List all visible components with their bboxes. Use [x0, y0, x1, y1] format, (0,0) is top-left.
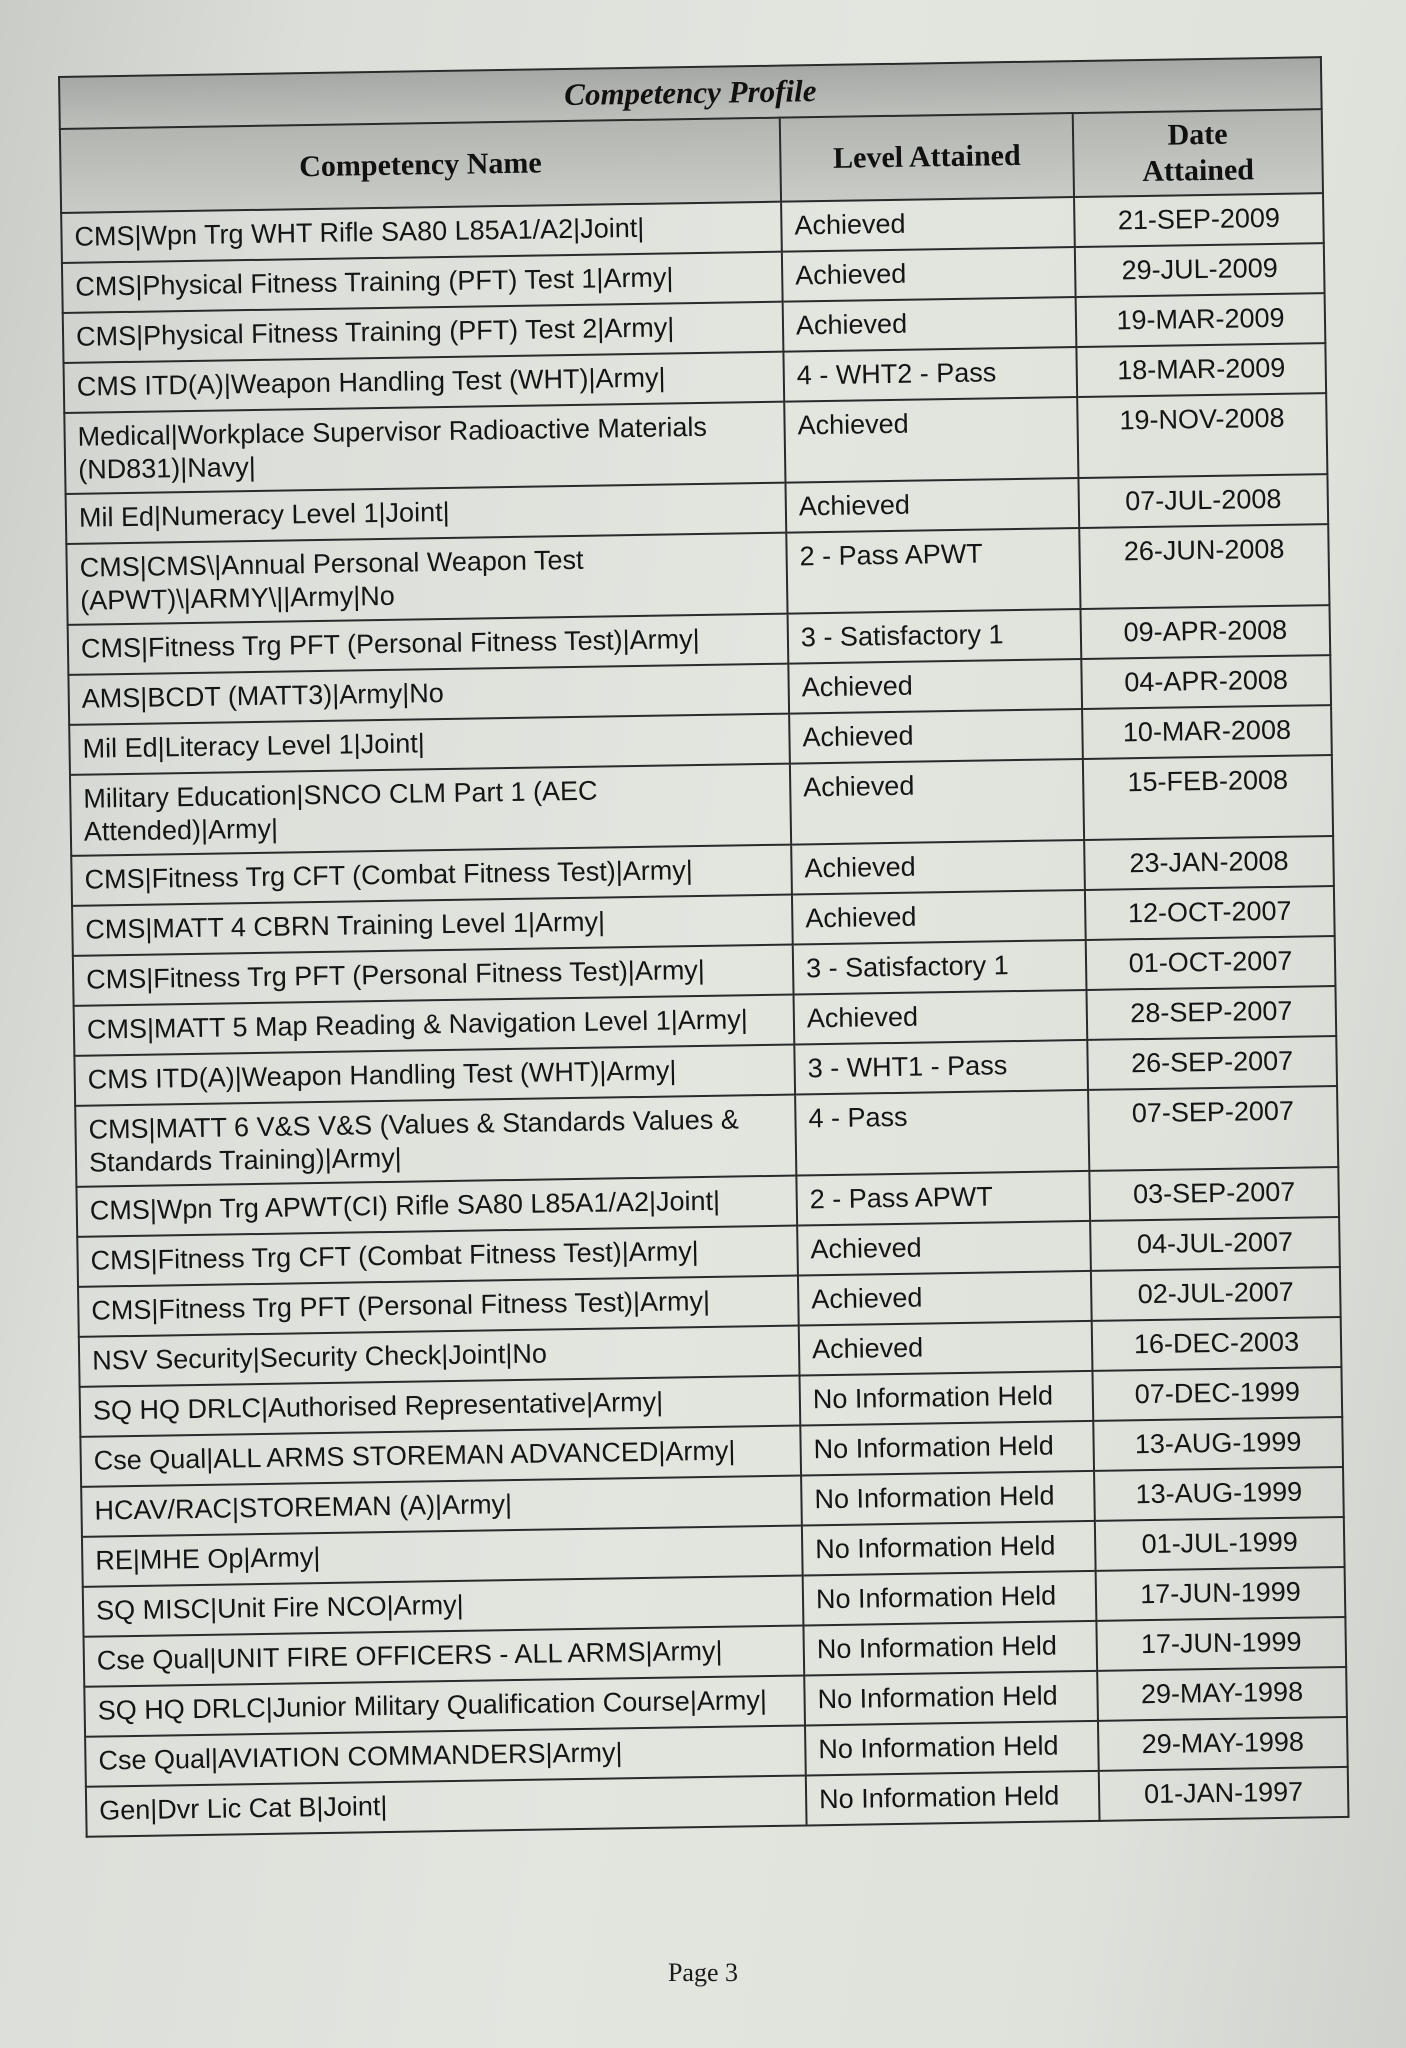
cell-competency-name: CMS|Fitness Trg PFT (Personal Fitness Test)|Army| — [68, 614, 789, 675]
cell-date-attained: 29-MAY-1998 — [1097, 1667, 1347, 1721]
cell-competency-name: CMS|Fitness Trg CFT (Combat Fitness Test)|Army| — [71, 845, 792, 906]
cell-competency-name: Medical|Workplace Supervisor Radioactive Materials (ND831)|Navy| — [64, 402, 785, 494]
cell-level-attained: 3 - WHT1 - Pass — [794, 1040, 1088, 1095]
cell-date-attained: 07-SEP-2007 — [1088, 1086, 1338, 1171]
cell-competency-name: CMS|Physical Fitness Training (PFT) Test 1|Army| — [62, 252, 783, 313]
cell-level-attained: No Information Held — [803, 1621, 1097, 1676]
cell-competency-name: CMS|Fitness Trg CFT (Combat Fitness Test)|Army| — [77, 1226, 798, 1287]
cell-level-attained: 4 - WHT2 - Pass — [783, 347, 1077, 402]
cell-competency-name: NSV Security|Security Check|Joint|No — [79, 1326, 800, 1387]
cell-date-attained: 07-DEC-1999 — [1092, 1367, 1342, 1421]
cell-competency-name: Cse Qual|AVIATION COMMANDERS|Army| — [85, 1725, 806, 1786]
cell-competency-name: Mil Ed|Literacy Level 1|Joint| — [69, 714, 790, 775]
cell-level-attained: Achieved — [784, 397, 1078, 483]
cell-level-attained: Achieved — [792, 890, 1086, 945]
cell-level-attained: Achieved — [798, 1271, 1092, 1326]
cell-competency-name: CMS|Wpn Trg WHT Rifle SA80 L85A1/A2|Joint| — [61, 202, 782, 263]
cell-competency-name: RE|MHE Op|Army| — [82, 1525, 803, 1586]
cell-date-attained: 29-JUL-2009 — [1075, 243, 1325, 297]
header-date-attained: Date Attained — [1073, 109, 1323, 197]
cell-date-attained: 09-APR-2008 — [1080, 605, 1330, 659]
cell-date-attained: 13-AUG-1999 — [1093, 1417, 1343, 1471]
cell-date-attained: 15-FEB-2008 — [1083, 755, 1333, 840]
cell-competency-name: SQ HQ DRLC|Authorised Representative|Army| — [80, 1376, 801, 1437]
cell-date-attained: 28-SEP-2007 — [1086, 986, 1336, 1040]
table-title: Competency Profile — [59, 57, 1322, 129]
cell-level-attained: Achieved — [782, 247, 1076, 302]
cell-date-attained: 26-JUN-2008 — [1079, 524, 1329, 609]
cell-competency-name: CMS|MATT 4 CBRN Training Level 1|Army| — [72, 895, 793, 956]
cell-level-attained: No Information Held — [801, 1471, 1095, 1526]
cell-competency-name: SQ HQ DRLC|Junior Military Qualification Course|Army| — [84, 1675, 805, 1736]
cell-level-attained: Achieved — [790, 759, 1084, 845]
cell-level-attained: 4 - Pass — [795, 1090, 1089, 1176]
cell-level-attained: No Information Held — [803, 1571, 1097, 1626]
cell-date-attained: 04-JUL-2007 — [1090, 1217, 1340, 1271]
page-number: Page 3 — [667, 1958, 739, 1987]
competency-table-wrapper — [58, 56, 1348, 1838]
cell-level-attained: No Information Held — [800, 1421, 1094, 1476]
cell-level-attained: 2 - Pass APWT — [786, 528, 1080, 614]
cell-competency-name: CMS|Wpn Trg APWT(CI) Rifle SA80 L85A1/A2|Joint| — [76, 1176, 797, 1237]
cell-date-attained: 07-JUL-2008 — [1078, 474, 1328, 528]
cell-level-attained: Achieved — [794, 990, 1088, 1045]
cell-level-attained: Achieved — [799, 1321, 1093, 1376]
cell-date-attained: 21-SEP-2009 — [1074, 193, 1324, 247]
cell-competency-name: CMS|MATT 6 V&S V&S (Values & Standards Values & Standards Training)|Army| — [75, 1095, 796, 1187]
cell-level-attained: No Information Held — [804, 1671, 1098, 1726]
cell-date-attained: 01-OCT-2007 — [1086, 936, 1336, 990]
cell-level-attained: Achieved — [791, 840, 1085, 895]
cell-competency-name: CMS ITD(A)|Weapon Handling Test (WHT)|Army| — [64, 352, 785, 413]
cell-date-attained: 12-OCT-2007 — [1085, 886, 1335, 940]
cell-date-attained: 17-JUN-1999 — [1096, 1617, 1346, 1671]
cell-date-attained: 29-MAY-1998 — [1098, 1717, 1348, 1771]
cell-level-attained: Achieved — [788, 659, 1082, 714]
cell-level-attained: Achieved — [783, 297, 1077, 352]
cell-date-attained: 23-JAN-2008 — [1084, 836, 1334, 890]
cell-competency-name: SQ MISC|Unit Fire NCO|Army| — [83, 1575, 804, 1636]
cell-date-attained: 10-MAR-2008 — [1082, 705, 1332, 759]
cell-competency-name: CMS|Physical Fitness Training (PFT) Test 2|Army| — [63, 302, 784, 363]
header-competency-name: Competency Name — [60, 118, 781, 213]
header-level-attained: Level Attained — [780, 113, 1074, 202]
cell-competency-name: CMS ITD(A)|Weapon Handling Test (WHT)|Army| — [74, 1045, 795, 1106]
cell-level-attained: Achieved — [781, 197, 1075, 252]
cell-date-attained: 13-AUG-1999 — [1094, 1467, 1344, 1521]
cell-competency-name: Cse Qual|ALL ARMS STOREMAN ADVANCED|Army| — [80, 1426, 801, 1487]
cell-level-attained: Achieved — [785, 478, 1079, 533]
cell-date-attained: 01-JAN-1997 — [1099, 1767, 1349, 1821]
cell-competency-name: CMS|MATT 5 Map Reading & Navigation Level 1|Army| — [74, 995, 795, 1056]
cell-competency-name: Mil Ed|Numeracy Level 1|Joint| — [66, 483, 787, 544]
cell-date-attained: 18-MAR-2009 — [1076, 343, 1326, 397]
cell-competency-name: CMS|Fitness Trg PFT (Personal Fitness Test)|Army| — [73, 945, 794, 1006]
cell-date-attained: 26-SEP-2007 — [1087, 1036, 1337, 1090]
table-body — [61, 193, 1348, 1837]
cell-competency-name: CMS|CMS\|Annual Personal Weapon Test (APWT)\|ARMY\||Army|No — [66, 533, 787, 625]
cell-date-attained: 16-DEC-2003 — [1092, 1317, 1342, 1371]
cell-competency-name: HCAV/RAC|STOREMAN (A)|Army| — [81, 1476, 802, 1537]
cell-level-attained: No Information Held — [802, 1521, 1096, 1576]
cell-level-attained: 3 - Satisfactory 1 — [793, 940, 1087, 995]
cell-level-attained: 3 - Satisfactory 1 — [788, 609, 1082, 664]
cell-date-attained: 19-NOV-2008 — [1077, 393, 1327, 478]
cell-date-attained: 19-MAR-2009 — [1076, 293, 1326, 347]
cell-level-attained: No Information Held — [806, 1771, 1100, 1826]
cell-competency-name: Military Education|SNCO CLM Part 1 (AEC Attended)|Army| — [70, 764, 791, 856]
cell-date-attained: 04-APR-2008 — [1081, 655, 1331, 709]
cell-competency-name: CMS|Fitness Trg PFT (Personal Fitness Test)|Army| — [78, 1276, 799, 1337]
cell-date-attained: 17-JUN-1999 — [1096, 1567, 1346, 1621]
competency-profile-table — [58, 56, 1350, 1838]
cell-level-attained: No Information Held — [800, 1371, 1094, 1426]
cell-date-attained: 02-JUL-2007 — [1091, 1267, 1341, 1321]
cell-competency-name: AMS|BCDT (MATT3)|Army|No — [68, 664, 789, 725]
cell-date-attained: 01-JUL-1999 — [1095, 1517, 1345, 1571]
cell-level-attained: Achieved — [797, 1221, 1091, 1276]
cell-level-attained: No Information Held — [805, 1721, 1099, 1776]
cell-competency-name: Gen|Dvr Lic Cat B|Joint| — [86, 1775, 807, 1836]
cell-date-attained: 03-SEP-2007 — [1089, 1167, 1339, 1221]
cell-level-attained: Achieved — [789, 709, 1083, 764]
cell-competency-name: Cse Qual|UNIT FIRE OFFICERS - ALL ARMS|Army| — [84, 1625, 805, 1686]
cell-level-attained: 2 - Pass APWT — [796, 1171, 1090, 1226]
